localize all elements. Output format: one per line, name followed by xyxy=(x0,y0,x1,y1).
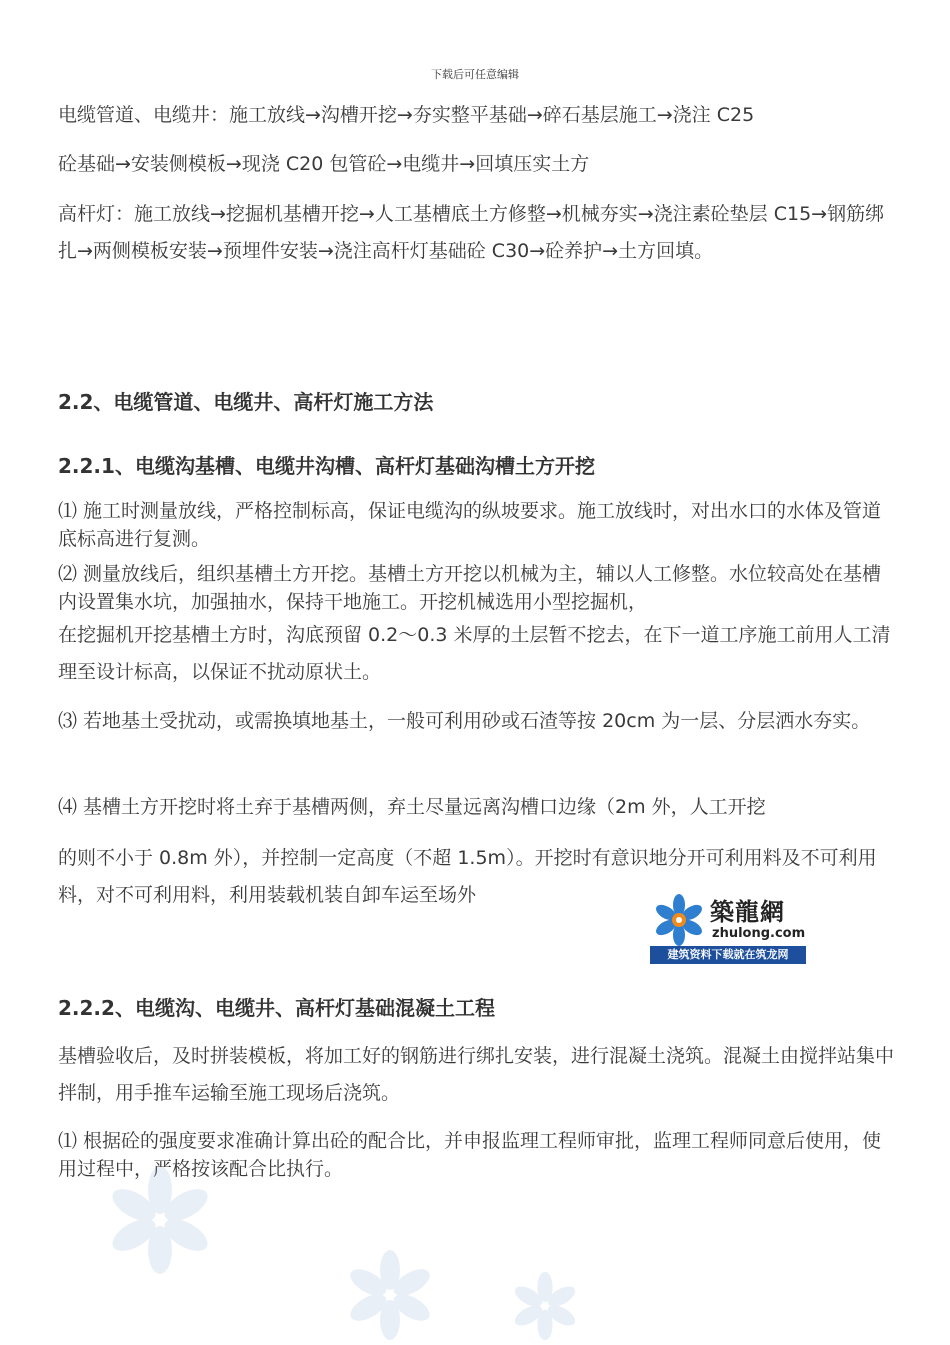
heading-2-2: 2.2、电缆管道、电缆井、高杆灯施工方法 xyxy=(58,390,434,414)
paragraph-highmast-sequence: 高杆灯：施工放线→挖掘机基槽开挖→人工基槽底土方修整→机械夯实→浇注素砼垫层 C15→钢筋绑扎→两侧模板安装→预埋件安装→浇注高杆灯基础砼 C30→砼养护→土方回填。 xyxy=(58,203,885,262)
step-2: ⑵ 测量放线后，组织基槽土方开挖。基槽土方开挖以机械为主，辅以人工修整。水位较高处在基槽内设置集水坑，加强抽水，保持干地施工。开挖机械选用小型挖掘机， xyxy=(58,563,882,613)
paragraph-cable-sequence: 电缆管道、电缆井：施工放线→沟槽开挖→夯实整平基础→碎石基层施工→浇注 C25 xyxy=(58,104,755,126)
zhulong-logo xyxy=(648,886,808,966)
header-note: 下载后可任意编辑 xyxy=(431,68,519,81)
step-4: ⑷ 基槽土方开挖时将土弃于基槽两侧，弃土尽量远离沟槽口边缘（2m 外，人工开挖 xyxy=(58,796,766,818)
logo-slogan-bar: 建筑资料下载就在筑龙网 xyxy=(650,946,806,964)
snowflake-logo-icon xyxy=(650,892,708,948)
watermark-snowflake-icon xyxy=(505,1268,585,1344)
paragraph-concrete-intro: 基槽验收后，及时拼装模板，将加工好的钢筋进行绑扎安装，进行混凝土浇筑。混凝土由搅拌站集中拌制，用手推车运输至施工现场后浇筑。 xyxy=(58,1045,895,1104)
heading-2-2-1: 2.2.1、电缆沟基槽、电缆井沟槽、高杆灯基础沟槽土方开挖 xyxy=(58,454,595,478)
watermark-snowflake-icon xyxy=(340,1245,440,1345)
watermark-snowflake-icon xyxy=(100,1160,220,1280)
logo-brand-en: zhulong.com xyxy=(712,926,806,941)
step-3: ⑶ 若地基土受扰动，或需换填地基土，一般可利用砂或石渣等按 20cm 为一层、分层洒水夯实。 xyxy=(58,710,871,732)
step-2-cont: 在挖掘机开挖基槽土方时，沟底预留 0.2～0.3 米厚的土层暂不挖去，在下一道工序施工前用人工清理至设计标高，以保证不扰动原状土。 xyxy=(58,624,891,683)
step-1: ⑴ 施工时测量放线，严格控制标高，保证电缆沟的纵坡要求。施工放线时，对出水口的水体及管道底标高进行复测。 xyxy=(58,500,882,550)
logo-brand-cn: 築龍網 xyxy=(710,897,785,926)
heading-2-2-2: 2.2.2、电缆沟、电缆井、高杆灯基础混凝土工程 xyxy=(58,996,495,1020)
paragraph-cable-sequence-cont: 砼基础→安装侧模板→现浇 C20 包管砼→电缆井→回填压实土方 xyxy=(58,153,590,175)
step-4-cont: 的则不小于 0.8m 外），并控制一定高度（不超 1.5m）。开挖时有意识地分开可利用料及不可利用料，对不可利用料，利用装载机装自卸车运至场外 xyxy=(58,847,877,906)
concrete-step-1: ⑴ 根据砼的强度要求准确计算出砼的配合比，并申报监理工程师审批，监理工程师同意后使用，使用过程中，严格按该配合比执行。 xyxy=(58,1130,882,1180)
